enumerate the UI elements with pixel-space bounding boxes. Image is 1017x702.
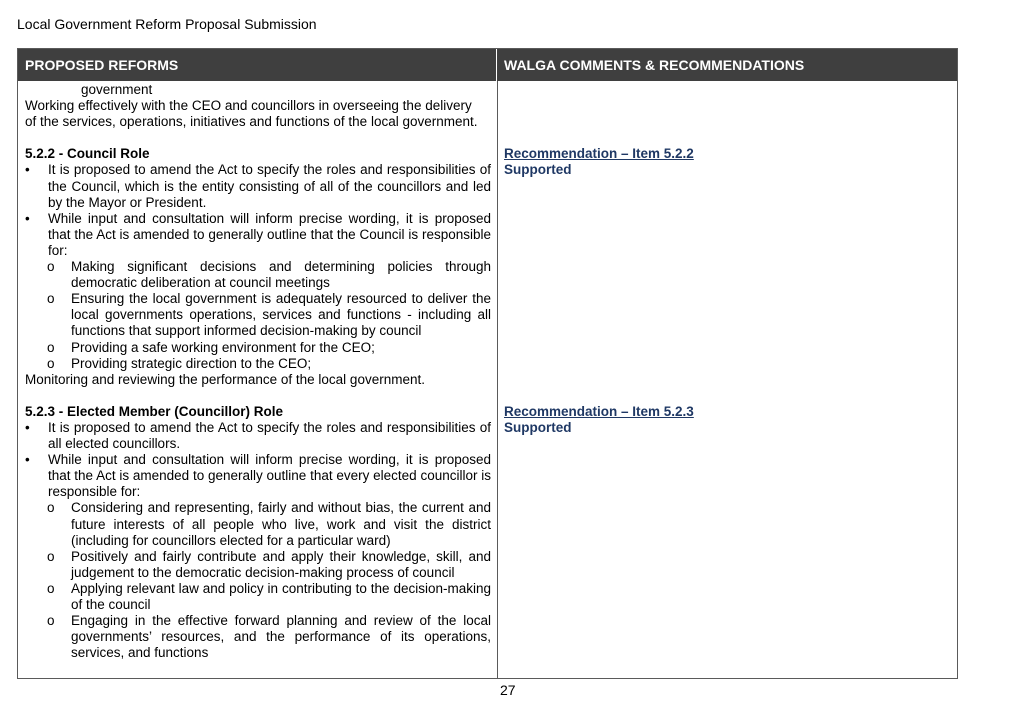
sub-marker: o: [47, 355, 55, 371]
sub-item-522-3: [25, 340, 491, 356]
sub-item-523-3: [25, 581, 491, 613]
sub-text: Applying relevant law and policy in contributing to the decision-making of the council: [71, 580, 491, 612]
column-divider: [497, 81, 498, 678]
sub-marker: o: [47, 259, 55, 275]
sub-marker: o: [47, 580, 55, 596]
sub-item-523-2: [25, 549, 491, 581]
sub-text: Providing a safe working environment for the CEO;: [71, 339, 375, 355]
bullet-523-1: [25, 420, 491, 452]
col-header-proposed-reforms: PROPOSED REFORMS: [18, 49, 497, 81]
bullet-marker: •: [25, 452, 30, 468]
sub-text: Positively and fairly contribute and apply their knowledge, skill, and judgement to the democratic decision-making process of council: [71, 548, 491, 580]
bullet-marker: •: [25, 210, 30, 226]
sub-item-522-4: [25, 356, 491, 372]
continuation-text: government: [81, 82, 153, 97]
sub-text: Considering and representing, fairly and without bias, the current and future interests of all people who live, work and visit the district (including for councillors elected for a particular ward): [71, 500, 491, 548]
sub-item-522-2: [25, 291, 491, 339]
bullet-text: While input and consultation will inform precise wording, it is proposed that the Act is amended to generally outline that the Council is responsible for:: [48, 210, 491, 258]
sub-marker: o: [47, 613, 55, 629]
sub-text: Ensuring the local government is adequately resourced to deliver the local governments operations, services and functions - including all functions that support informed decision-making by council: [71, 291, 491, 339]
closing-line-522: Monitoring and reviewing the performance of the local government.: [25, 371, 425, 387]
spacer: [25, 130, 491, 146]
sub-marker: o: [47, 291, 55, 307]
spacer: [504, 82, 944, 146]
bullet-text: It is proposed to amend the Act to specify the roles and responsibilities of the Council, which is the entity consisting of all of the councillors and led by the Mayor or President.: [48, 162, 491, 210]
spacer: [25, 388, 491, 404]
recommendation-523-link[interactable]: Recommendation – Item 5.2.3: [504, 403, 694, 419]
sub-item-523-4: [25, 613, 491, 661]
bullet-522-2: [25, 211, 491, 259]
intro-line-1: Working effectively with the CEO and councillors in overseeing the delivery: [25, 98, 472, 114]
sub-text: Making significant decisions and determining policies through democratic deliberation at council meetings: [71, 259, 491, 291]
recommendation-523-status: Supported: [504, 420, 572, 436]
sub-item-523-1: [25, 500, 491, 548]
reform-table: [17, 48, 958, 679]
recommendation-522-status: Supported: [504, 162, 572, 178]
bullet-marker: •: [25, 419, 30, 435]
recommendation-522-link[interactable]: Recommendation – Item 5.2.2: [504, 146, 694, 162]
proposed-reforms-cell: [25, 82, 491, 661]
table-header-row: [18, 49, 957, 81]
sub-marker: o: [47, 548, 55, 564]
section-heading-522: 5.2.2 - Council Role: [25, 146, 150, 162]
bullet-marker: •: [25, 162, 30, 178]
section-heading-523: 5.2.3 - Elected Member (Councillor) Role: [25, 403, 284, 419]
bullet-text: While input and consultation will inform precise wording, it is proposed that the Act is amended to generally outline that every elected councillor is responsible for:: [48, 452, 491, 500]
bullet-text: It is proposed to amend the Act to specify the roles and responsibilities of all elected councillors.: [48, 419, 491, 452]
spacer: [504, 179, 944, 404]
intro-line-2: of the services, operations, initiatives and functions of the local government.: [25, 114, 478, 130]
sub-marker: o: [47, 339, 55, 355]
sub-item-522-1: [25, 259, 491, 291]
sub-marker: o: [47, 500, 55, 516]
col-header-walga-comments: WALGA COMMENTS & RECOMMENDATIONS: [504, 57, 805, 73]
sub-text: Providing strategic direction to the CEO;: [71, 355, 312, 371]
walga-comments-cell: [504, 82, 944, 436]
page-number: 27: [500, 682, 516, 698]
bullet-522-1: [25, 162, 491, 210]
sub-text: Engaging in the effective forward planning and review of the local governments’ resources, and the performance of its operations, services, and functions: [71, 613, 491, 661]
bullet-523-2: [25, 452, 491, 500]
document-header: Local Government Reform Proposal Submission: [17, 16, 317, 32]
